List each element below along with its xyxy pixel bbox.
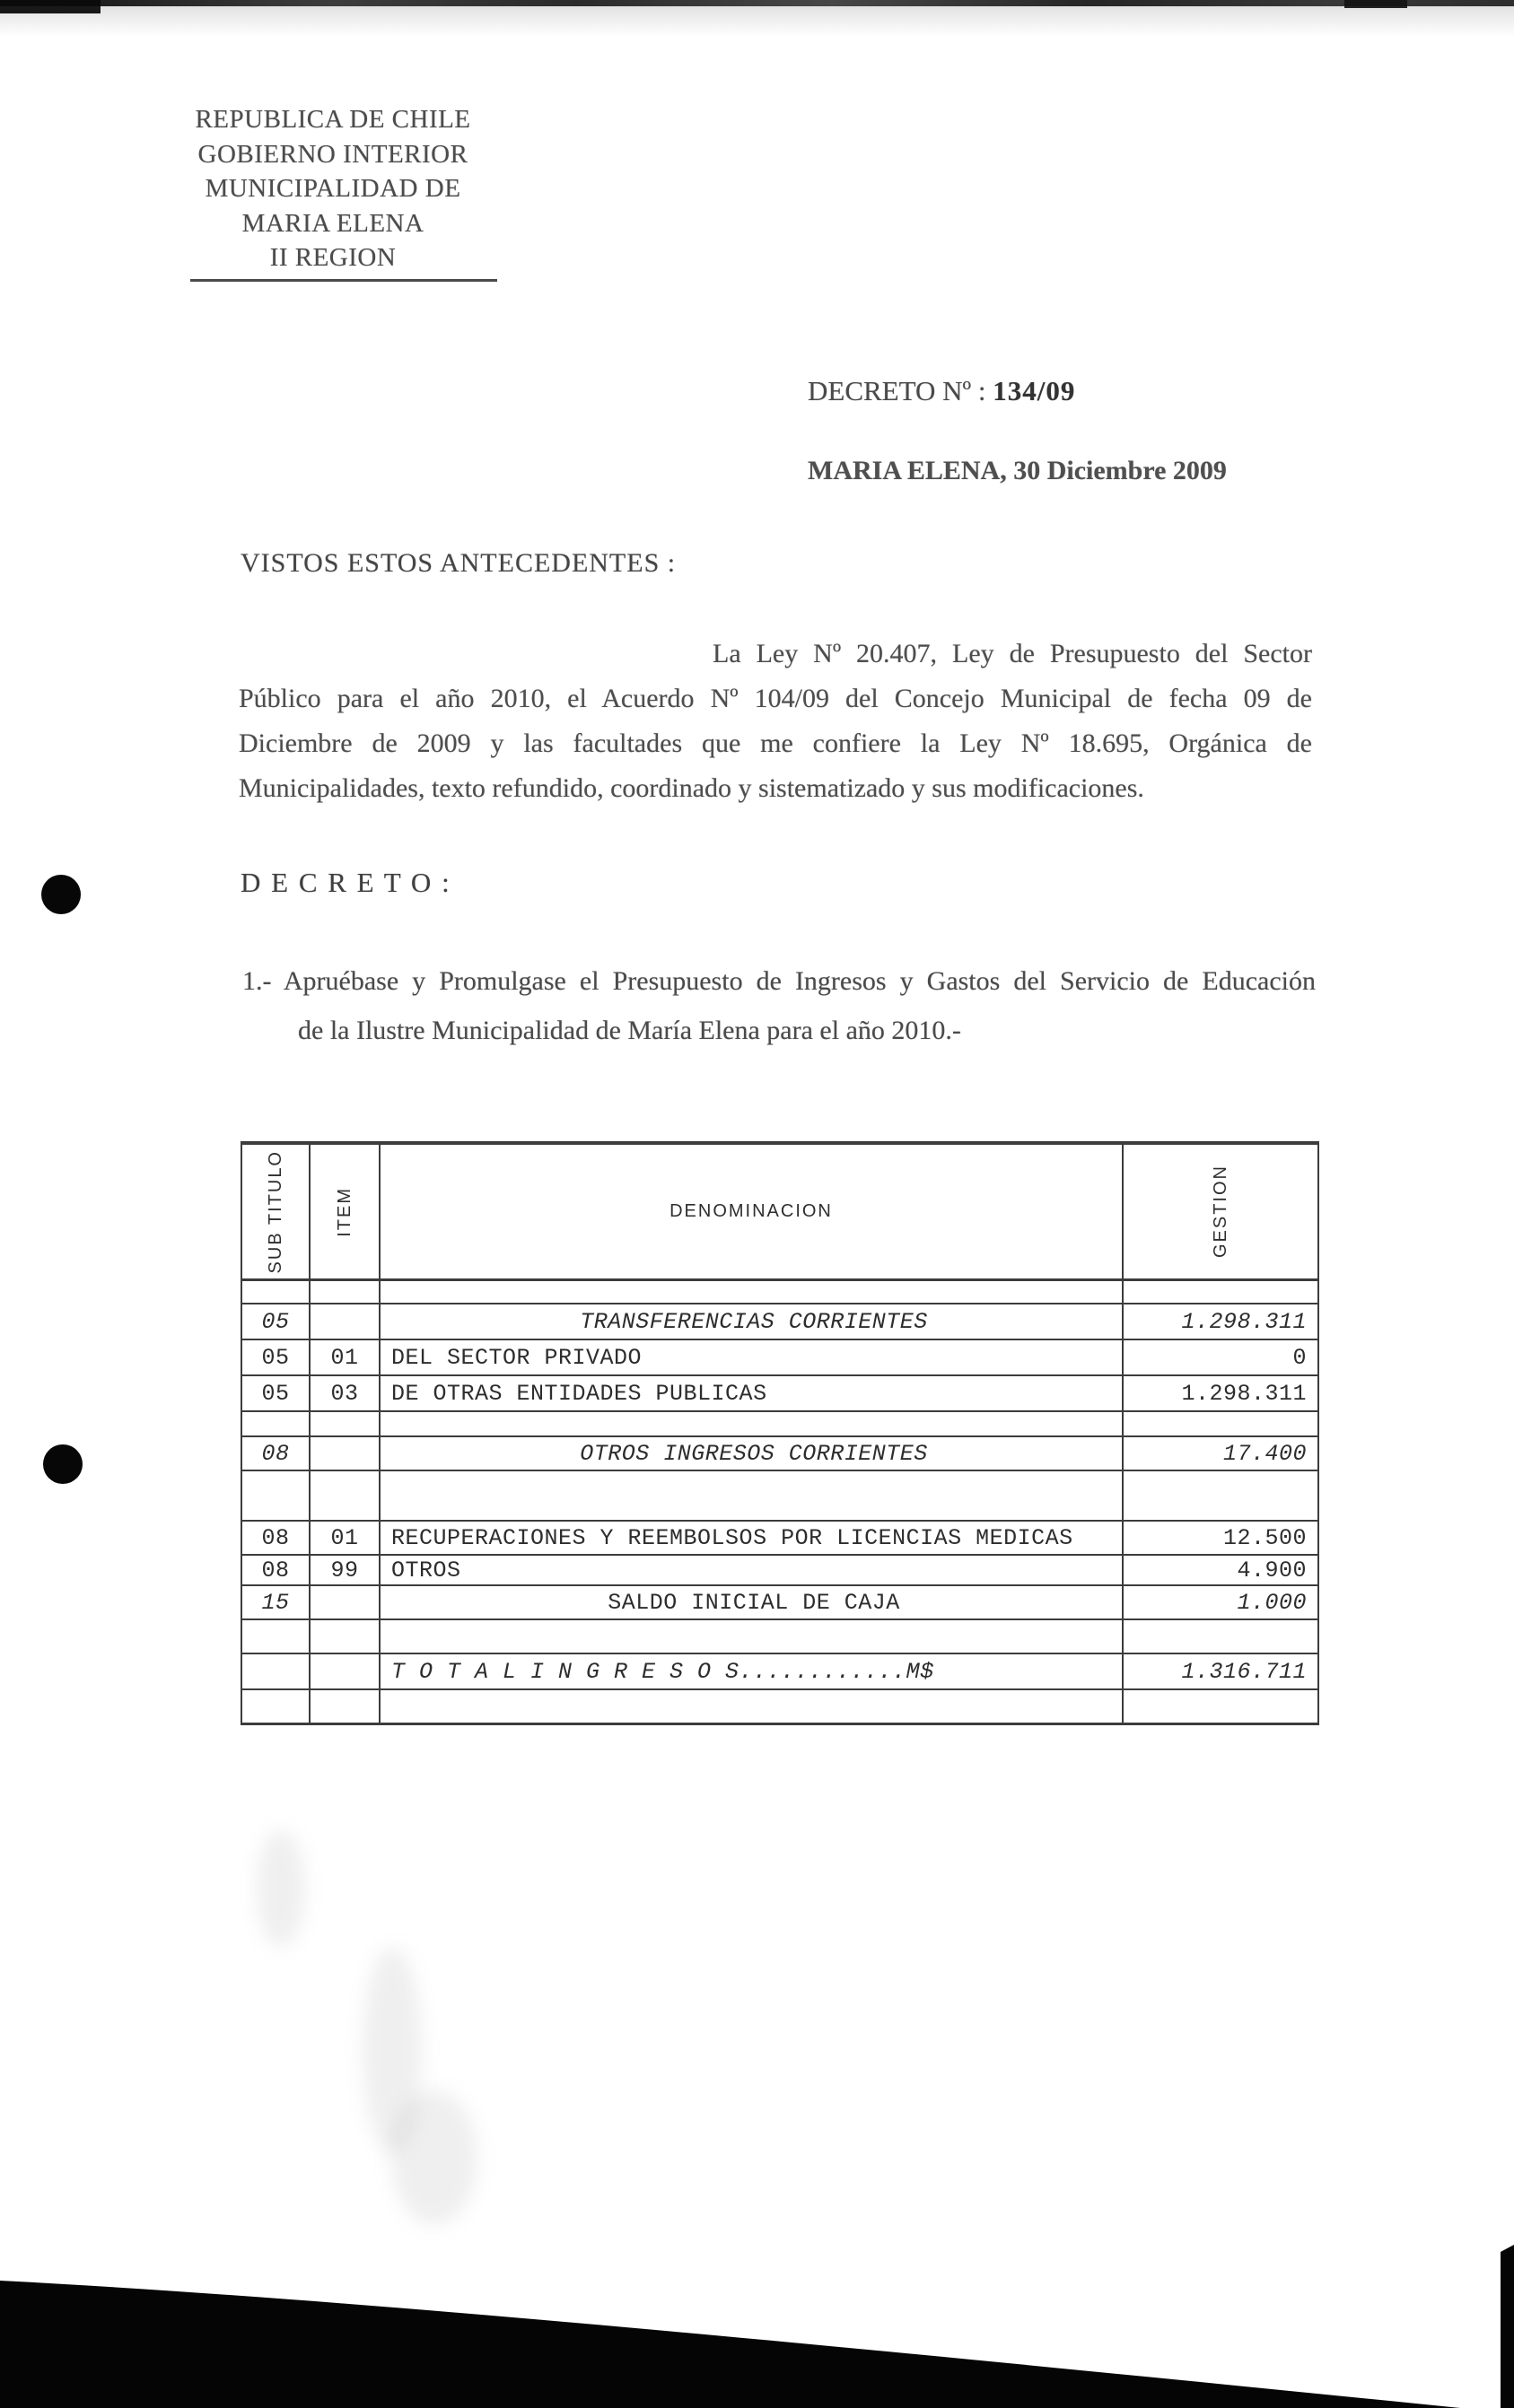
table-row [242, 1304, 1317, 1340]
table-row [242, 1376, 1317, 1412]
cell-gestion [1124, 1620, 1317, 1653]
cell-sub-titulo [242, 1412, 311, 1435]
scan-smudge [257, 1830, 305, 1947]
letterhead-rule [190, 279, 497, 282]
cell-sub-titulo: 08 [242, 1437, 311, 1470]
header-gestion-label: GESTION [1210, 1165, 1230, 1259]
cell-denominacion [381, 1471, 1124, 1520]
letterhead-line: GOBIERNO INTERIOR [197, 139, 468, 169]
cell-gestion [1124, 1281, 1317, 1303]
cell-item: 01 [311, 1522, 381, 1554]
punch-hole-dot [41, 875, 81, 914]
cell-item [311, 1437, 381, 1470]
cell-denominacion: OTROS [381, 1556, 1124, 1584]
letterhead-line: MARIA ELENA [241, 208, 424, 238]
budget-table [241, 1141, 1319, 1725]
scan-smudge [391, 2090, 477, 2225]
cell-gestion: 1.000 [1237, 1589, 1307, 1616]
paragraph-line: La Ley Nº 20.407, Ley de Presupuesto del Sector [713, 639, 1312, 668]
table-row [242, 1340, 1317, 1376]
cell-item [311, 1471, 381, 1520]
cell-sub-titulo [242, 1471, 311, 1520]
article-1 [242, 956, 1316, 1055]
table-spacer-row [242, 1620, 1317, 1654]
cell-denominacion: DE OTRAS ENTIDADES PUBLICAS [381, 1376, 1124, 1410]
cell-gestion: 1.298.311 [1181, 1308, 1307, 1335]
decree-number-label: DECRETO Nº : [808, 375, 993, 406]
header-sub-titulo-label: SUB TITULO [265, 1149, 285, 1274]
considerations-paragraph [239, 632, 1312, 811]
scan-artifact-top-noise [0, 6, 1514, 37]
cell-item: 03 [311, 1376, 381, 1410]
article-line: de la Ilustre Municipalidad de María Elena para el año 2010.- [298, 1016, 961, 1045]
paragraph-line: Municipalidades, texto refundido, coordinado y sistematizado y sus modificaciones. [239, 773, 1144, 803]
cell-item [311, 1304, 381, 1339]
cell-sub-titulo: 05 [242, 1376, 311, 1410]
cell-sub-titulo [242, 1620, 311, 1653]
decreto-heading: D E C R E T O : [241, 867, 451, 898]
punch-hole-dot [43, 1444, 83, 1484]
cell-denominacion: DEL SECTOR PRIVADO [381, 1340, 1124, 1374]
table-row [242, 1522, 1317, 1556]
cell-denominacion [381, 1281, 1124, 1303]
header-denominacion [381, 1145, 1124, 1278]
cell-sub-titulo: 05 [242, 1304, 311, 1339]
table-row [242, 1654, 1317, 1690]
letterhead [171, 102, 495, 275]
scan-artifact-bottom-wedge [0, 2220, 1514, 2408]
header-item-label: ITEM [334, 1186, 354, 1237]
vistos-heading: VISTOS ESTOS ANTECEDENTES : [241, 548, 677, 578]
cell-sub-titulo [242, 1654, 311, 1688]
paragraph-line: Diciembre de 2009 y las facultades que me confiere la Ley Nº 18.695, Orgánica de [239, 729, 1312, 758]
cell-gestion: 1.316.711 [1181, 1658, 1307, 1685]
cell-gestion [1124, 1471, 1317, 1520]
letterhead-line: MUNICIPALIDAD DE [205, 174, 461, 203]
cell-sub-titulo [242, 1281, 311, 1303]
cell-denominacion: OTROS INGRESOS CORRIENTES [381, 1437, 1124, 1470]
cell-gestion: 0 [1292, 1344, 1307, 1371]
table-row [242, 1556, 1317, 1586]
cell-denominacion: T O T A L I N G R E S O S............M$ [381, 1654, 1124, 1688]
table-row [242, 1437, 1317, 1471]
header-gestion [1124, 1145, 1317, 1278]
cell-gestion: 17.400 [1222, 1440, 1307, 1467]
cell-sub-titulo: 15 [242, 1586, 311, 1618]
table-spacer-row [242, 1690, 1317, 1723]
decree-place-date: MARIA ELENA, 30 Diciembre 2009 [808, 456, 1227, 485]
cell-gestion [1124, 1412, 1317, 1435]
decree-number-line [808, 375, 1075, 407]
cell-item [311, 1620, 381, 1653]
header-item [311, 1145, 381, 1278]
letterhead-line: II REGION [269, 243, 397, 272]
cell-denominacion: RECUPERACIONES Y REEMBOLSOS POR LICENCIAS MEDICAS [381, 1522, 1124, 1554]
letterhead-line: REPUBLICA DE CHILE [195, 105, 471, 134]
budget-table-body [242, 1281, 1317, 1723]
cell-sub-titulo [242, 1690, 311, 1723]
cell-denominacion [381, 1620, 1124, 1653]
table-spacer-row [242, 1471, 1317, 1522]
cell-sub-titulo: 05 [242, 1340, 311, 1374]
cell-item: 01 [311, 1340, 381, 1374]
table-spacer-row [242, 1281, 1317, 1304]
cell-denominacion: TRANSFERENCIAS CORRIENTES [381, 1304, 1124, 1339]
cell-item [311, 1412, 381, 1435]
table-header-row [242, 1145, 1317, 1281]
cell-sub-titulo: 08 [242, 1522, 311, 1554]
cell-item [311, 1281, 381, 1303]
article-line: 1.- Apruébase y Promulgase el Presupuesto de Ingresos y Gastos del Servicio de Educación [242, 966, 1316, 996]
cell-denominacion [381, 1412, 1124, 1435]
paragraph-line: Público para el año 2010, el Acuerdo Nº 104/09 del Concejo Municipal de fecha 09 de [239, 684, 1312, 713]
scan-artifact-top-strip [0, 0, 1514, 6]
cell-sub-titulo: 08 [242, 1556, 311, 1584]
decree-number-value: 134/09 [993, 375, 1076, 406]
cell-denominacion [381, 1690, 1124, 1723]
cell-item [311, 1586, 381, 1618]
table-spacer-row [242, 1412, 1317, 1437]
header-denominacion-label: DENOMINACION [669, 1201, 833, 1221]
cell-item [311, 1654, 381, 1688]
cell-gestion: 4.900 [1237, 1557, 1307, 1584]
cell-item: 99 [311, 1556, 381, 1584]
cell-gestion: 1.298.311 [1181, 1380, 1307, 1407]
cell-gestion: 12.500 [1222, 1524, 1307, 1551]
cell-gestion [1124, 1690, 1317, 1723]
header-sub-titulo [242, 1145, 311, 1278]
cell-item [311, 1690, 381, 1723]
table-row [242, 1586, 1317, 1620]
cell-denominacion: SALDO INICIAL DE CAJA [381, 1586, 1124, 1618]
